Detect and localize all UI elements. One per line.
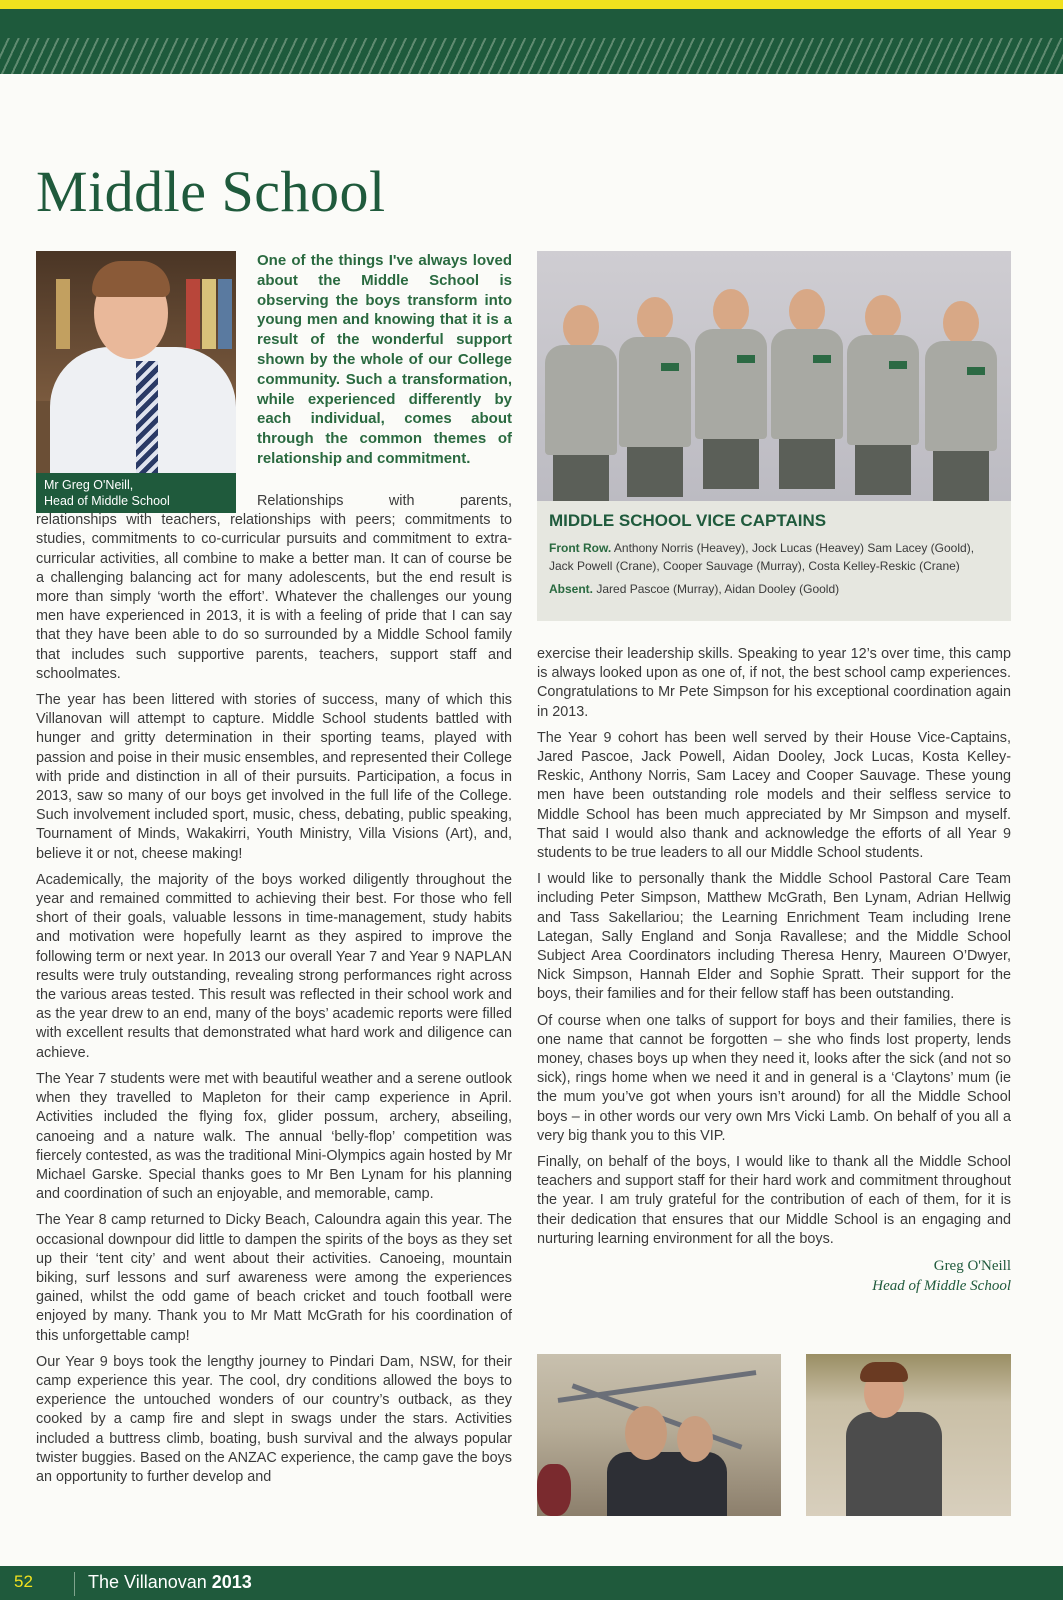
body-paragraph: I would like to personally thank the Middle School Pastoral Care Team including Peter Simpson, Matthew McGrath, Ben Lynam, Adrian Hellwig and Tass Sakellariou; the Learning Enrichment Team including Irene Lategan, Sally England and Sonja Ravallese; and the Middle School Subject Area Coordinators including Theresa Henry, Maureen O’Dwyer, Nick Simpson, Hannah Elder and Sophie Spratt. Their support for the boys, their families and for their fellow staff has been outstanding.: [537, 871, 1011, 1003]
body-paragraph: The Year 8 camp returned to Dicky Beach, Caloundra again this year. The occasional downpour did little to dampen the spirits of the boys as they set up their ‘tent city’ and went about their activities. Canoeing, mountain biking, surf lessons and surf awareness were among the experiences gained, whilst the odd game of beach cricket and touch football were enjoyed by many. Thank you to Mr Matt McGrath for his coordination of this unforgettable camp!: [36, 1212, 512, 1344]
body-paragraph: The Year 7 students were met with beautiful weather and a serene outlook when they travelled to Mapleton for their camp experience in April. Activities included the flying fox, glider possum, archery, abseiling, canoeing and a nature walk. The annual ‘belly-flop’ competition was fiercely contested, as was the traditional Mini-Olympics again hosted by Mr Michael Garske. Special thanks goes to Mr Ben Lynam for his planning and coordination of such an enjoyable, and memorable, camp.: [36, 1070, 512, 1203]
intro-paragraph: One of the things I've always loved about the Middle School is observing the boys transform into young men and knowing that it is a result of the wonderful support shown by the whole of our College community. Such a transformation, while experienced differently by each individual, comes about through the common themes of relationship and commitment.: [257, 252, 512, 467]
absent-label: Absent.: [549, 582, 594, 596]
body-paragraph: The year has been littered with stories of success, many of which this Villanovan will attempt to capture. Middle School students battled with hunger and gritty determination in their sporting teams, played with passion and poise in their music ensembles, and represented their College with pride and distinction in all of their pursuits. Participation, a focus in 2013, saw so many of our boys get involved in the full life of the College. Such involvement included sport, music, chess, debating, public speaking, Tournament of Minds, Wakakirri, Youth Ministry, Villa Visions (Art), and, believe it or not, cheese making!: [36, 692, 512, 862]
front-row-label: Front Row.: [549, 541, 612, 555]
portrait-caption-name: Mr Greg O'Neill,: [44, 478, 134, 492]
body-paragraph: Academically, the majority of the boys worked diligently throughout the year and remained committed to achieving their best. For those who fell short of their goals, valuable lessons in time-management, study habits and motivation were hopefully learnt as they aspired to improve the following term or next year. In 2013 our overall Year 7 and Year 9 NAPLAN results were truly outstanding, revealing strong performances right across the various areas tested. This result was reflected in their school work and as the year drew to an end, many of the boys’ academic reports were filled with excellent results that demonstrated what hard work and diligence can achieve.: [36, 871, 512, 1061]
body-paragraph: Relationships with parents, relationships with teachers, relationships with peers; commitments to studies, commitments to co-curricular pursuits and commitment to extra-curricular activities, all combine to make a better man. It can of course be a challenging balancing act for many adolescents, but the end result is more than simply ‘worth the effort’. Whatever the challenges our young men have experienced in 2013, it is with a feeling of pride that I can say that they have been able to do so surrounded by a Middle School family that includes such supportive parents, teachers, support staff and schoolmates.: [36, 493, 512, 682]
right-column: [537, 645, 1011, 1296]
front-row-names: [549, 539, 999, 575]
body-paragraph: exercise their leadership skills. Speaking to year 12’s over time, this camp is always looked upon as one of, if not, the best school camp experiences. Congratulations to Mr Pete Simpson for his exceptional coordination again in 2013.: [537, 646, 1011, 720]
student-photo: [806, 1354, 1011, 1516]
publication-name: [88, 1572, 252, 1593]
footer-divider: [74, 1572, 75, 1596]
absent-text: Jared Pascoe (Murray), Aidan Dooley (Goold): [593, 582, 840, 596]
signature: [537, 1256, 1011, 1296]
vice-captains-photo: [537, 251, 1011, 501]
front-row-text: Anthony Norris (Heavey), Jock Lucas (Heavey) Sam Lacey (Goold), Jack Powell (Crane), Cooper Sauvage (Murray), Costa Kelley-Reskic (Crane): [549, 541, 975, 573]
publication-title: The Villanovan: [88, 1572, 207, 1592]
portrait-caption-role: Head of Middle School: [44, 494, 170, 508]
buggy-photo: [537, 1354, 781, 1516]
footer-bar: [0, 1566, 1063, 1600]
vice-captains-caption: [537, 501, 1011, 621]
header-banner: [0, 0, 1063, 74]
body-paragraph: Of course when one talks of support for boys and their families, there is one name that cannot be forgotten – she who finds lost property, lends money, chases boys up when they need it, looks after the sick (and not so sick), rings home when we need it and in general is a ‘Claytons’ mum (ie the mum you’ve got when yours isn’t around) for all the Middle School boys – in other words our very own Mrs Vicki Lamb. On behalf of you all a very big thank you to this VIP.: [537, 1012, 1011, 1144]
publication-year: 2013: [211, 1572, 252, 1592]
body-paragraph: The Year 9 cohort has been well served by their House Vice-Captains, Jared Pascoe, Jack Powell, Aidan Dooley, Jock Lucas, Kosta Kelley-Reskic, Anthony Norris, Sam Lacey and Cooper Sauvage. These young men have been outstanding role models and their selfless service to Middle School has been much appreciated by Mr Simpson and myself. That said I would also thank and acknowledge the efforts of all Year 9 students to be true leaders to all our Middle School students.: [537, 729, 1011, 862]
signature-role: Head of Middle School: [872, 1278, 1011, 1295]
header-diagonal-pattern: [0, 38, 1063, 74]
page-number: 52: [14, 1572, 33, 1591]
vice-captains-heading: MIDDLE SCHOOL VICE CAPTAINS: [549, 511, 827, 530]
page-title: Middle School: [36, 159, 386, 224]
header-yellow-stripe: [0, 0, 1063, 9]
absent-names: [549, 580, 999, 598]
left-column: [36, 492, 512, 1494]
signature-name: Greg O'Neill: [933, 1258, 1011, 1275]
body-paragraph: Our Year 9 boys took the lengthy journey to Pindari Dam, NSW, for their camp experience this year. The cool, dry conditions allowed the boys to experience the untouched wonders of our country’s outback, as they cooked by a camp fire and slept in swags under the stars. Activities included a buttress climb, boating, bush survival and the always popular twister buggies. Based on the ANZAC experience, the camp gave the boys an opportunity to further develop and: [36, 1353, 512, 1485]
body-paragraph: Finally, on behalf of the boys, I would like to thank all the Middle School teachers and support staff for their hard work and commitment throughout the year. I am truly grateful for the contribution of each of them, for it is their dedication that ensures that our Middle School is an engaging and nurturing learning environment for all the boys.: [537, 1154, 1011, 1247]
